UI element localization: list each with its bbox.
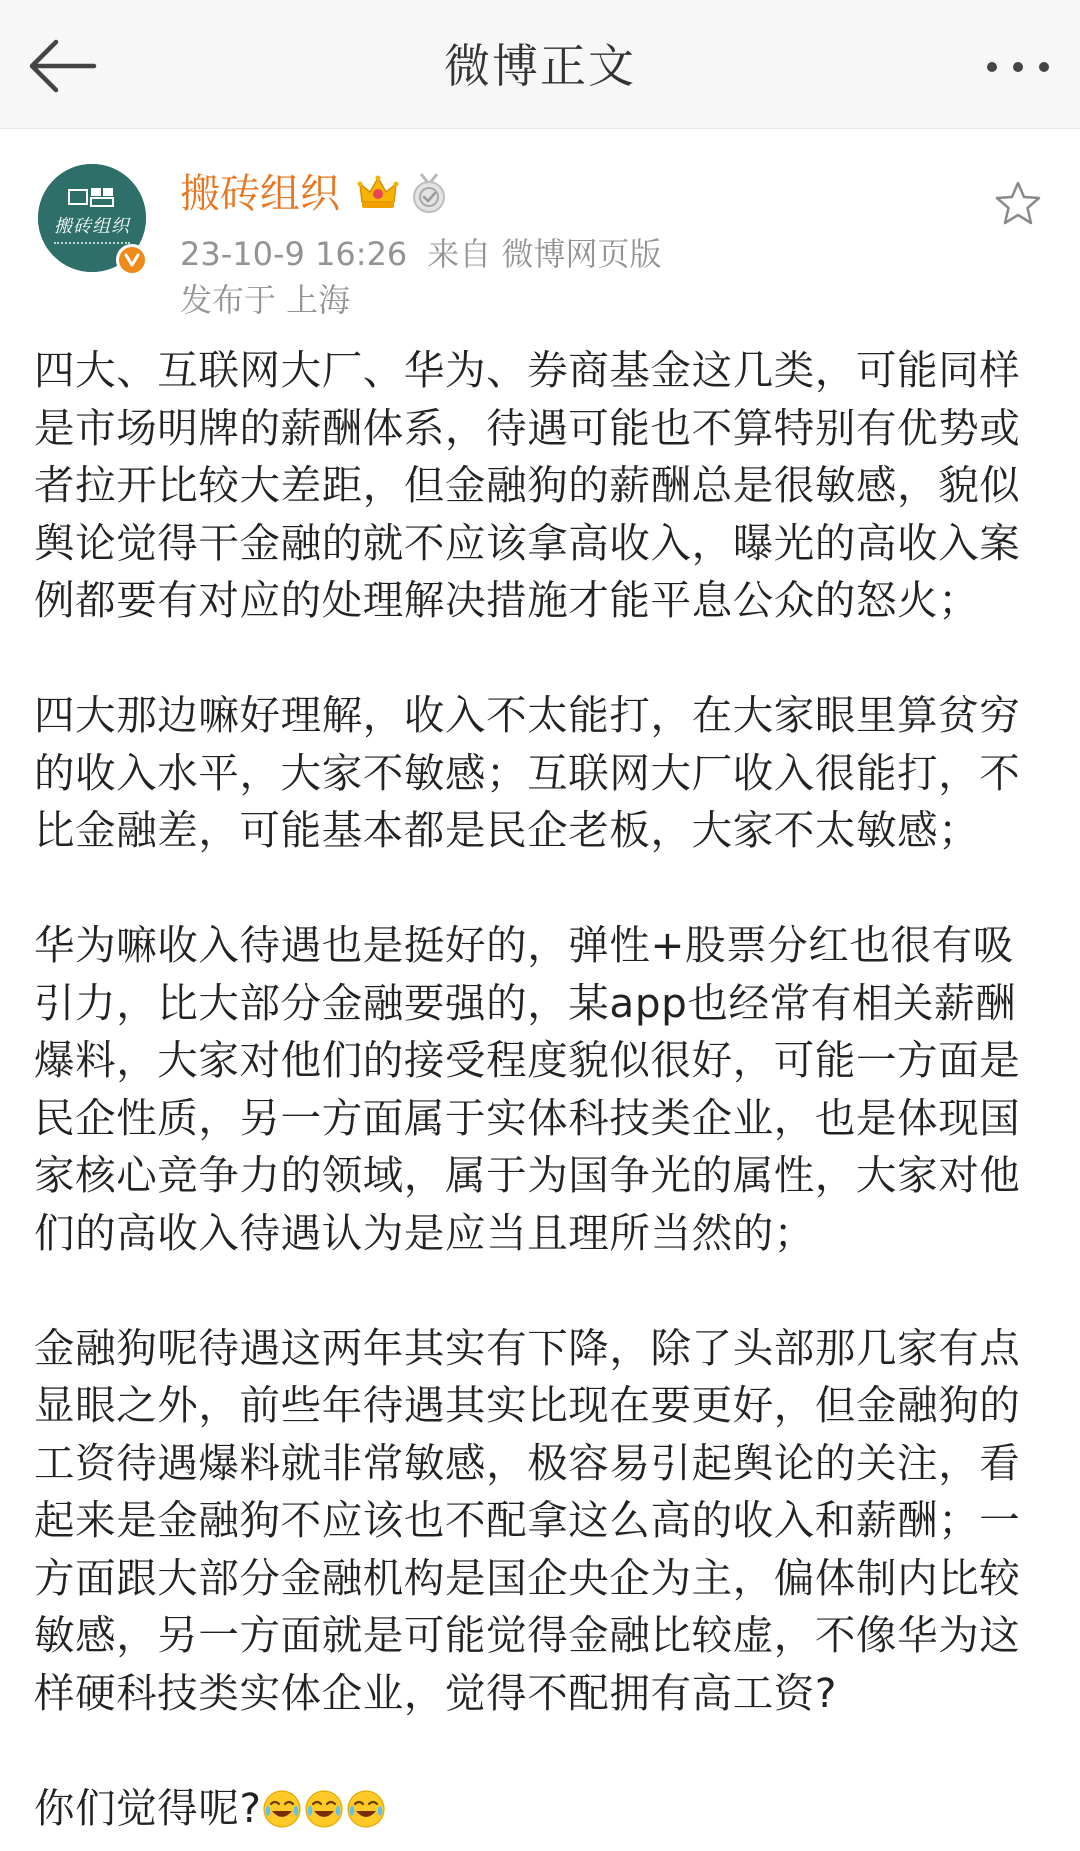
verified-v-icon	[116, 244, 148, 276]
laugh-cry-emoji	[346, 1789, 386, 1829]
top-navigation-bar	[0, 0, 1080, 129]
post-content	[34, 342, 1046, 1837]
more-button[interactable]	[978, 42, 1058, 92]
logo-mark-icon	[67, 186, 117, 212]
star-outline-icon	[992, 178, 1044, 230]
post-paragraph: 四大那边嘛好理解，收入不太能打，在大家眼里算贫穷的收入水平，大家不敏感；互联网大厂收入很能打，不比金融差，可能基本都是民企老板，大家不太敏感；	[34, 691, 1021, 854]
avatar-logo-text: 搬砖组织	[54, 216, 130, 237]
more-dots-icon	[978, 42, 1058, 92]
author-info	[0, 160, 1080, 320]
post-paragraph: 华为嘛收入待遇也是挺好的，弹性+股票分红也很有吸引力，比大部分金融要强的，某app也经常有相关薪酬爆料，大家对他们的接受程度貌似很好，可能一方面是民企性质，另一方面属于实体科技类企业，也是体现国家核心竞争力的领域，属于为国争光的属性，大家对他们的高收入待遇认为是应当且理所当然的；	[34, 921, 1021, 1257]
post-paragraph: 金融狗呢待遇这两年其实有下降，除了头部那几家有点显眼之外，前些年待遇其实比现在要更好，但金融狗的工资待遇爆料就非常敏感，极容易引起舆论的关注，看起来是金融狗不应该也不配拿这么高的收入和薪酬；一方面跟大部分金融机构是国企央企为主，偏体制内比较敏感，另一方面就是可能觉得金融比较虚，不像华为这样硬科技类实体企业，觉得不配拥有高工资?	[34, 1323, 1021, 1717]
medal-icon[interactable]	[409, 172, 449, 214]
post-meta	[180, 232, 681, 276]
post-paragraph: 四大、互联网大厂、华为、券商基金这几类，可能同样是市场明牌的薪酬体系，待遇可能也不算特别有优势或者拉开比较大差距，但金融狗的薪酬总是很敏感，貌似舆论觉得干金融的就不应该拿高收入，曝光的高收入案例都要有对应的处理解决措施才能平息公众的怒火；	[34, 346, 1021, 624]
page-title: 微博正文	[444, 39, 636, 93]
crown-icon[interactable]	[357, 172, 399, 214]
avatar[interactable]	[38, 164, 146, 272]
post-paragraph-final	[34, 1780, 1046, 1838]
laugh-cry-emoji	[304, 1789, 344, 1829]
post-time: 23-10-9 16:26	[180, 235, 408, 273]
post-closing-question: 你们觉得呢?	[34, 1783, 262, 1832]
avatar-divider	[54, 242, 130, 246]
post-source[interactable]: 来自 微博网页版	[427, 235, 662, 273]
favorite-button[interactable]	[992, 178, 1044, 230]
author-name[interactable]: 搬砖组织	[180, 171, 340, 217]
laugh-cry-emoji	[262, 1789, 302, 1829]
post-location: 发布于 上海	[180, 281, 351, 319]
